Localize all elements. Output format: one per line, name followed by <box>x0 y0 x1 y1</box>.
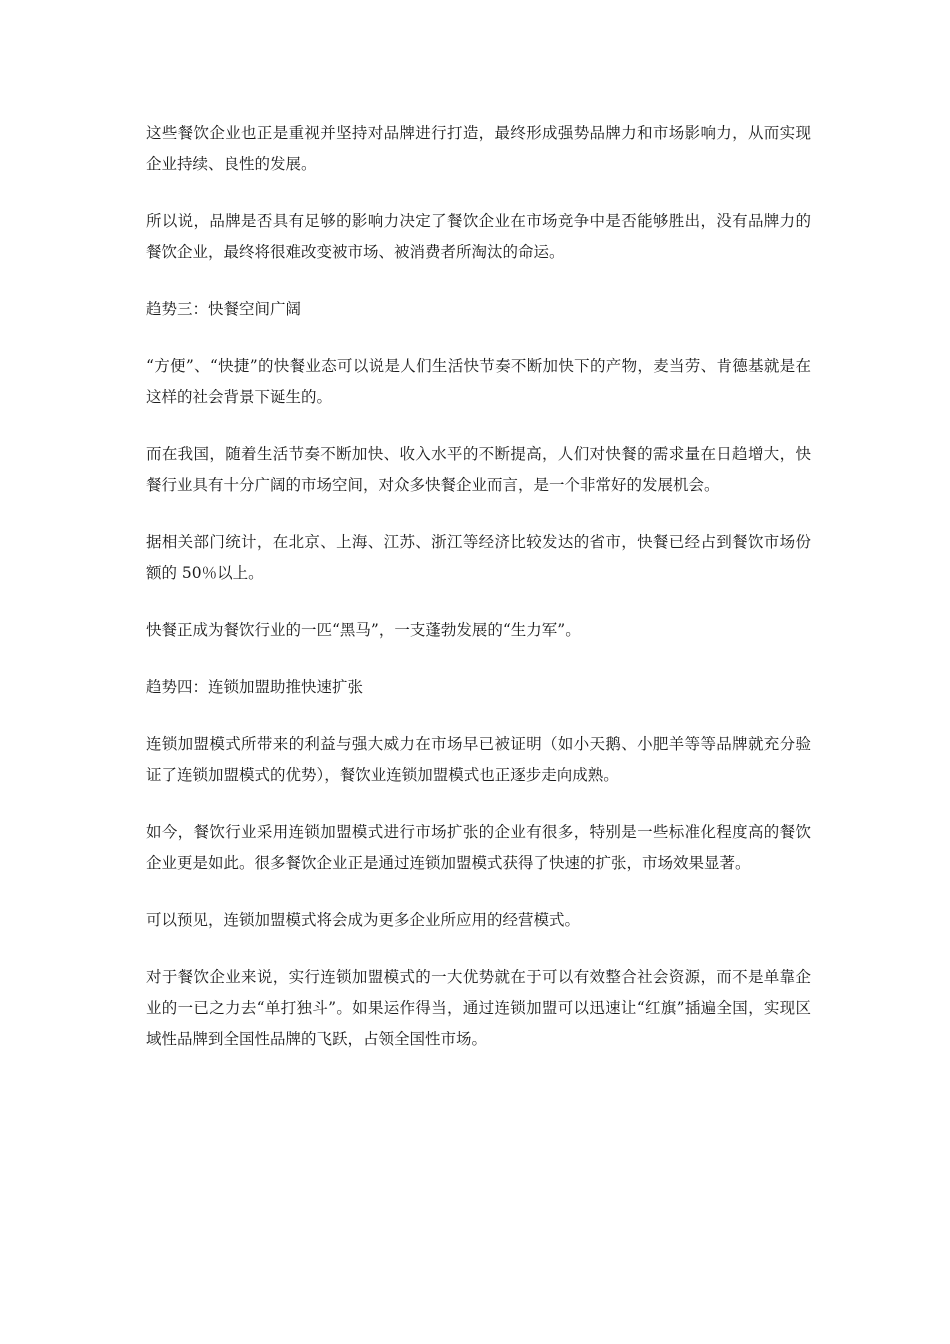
paragraph-10: 对于餐饮企业来说，实行连锁加盟模式的一大优势就在于可以有效整合社会资源，而不是单靠企业的一已之力去“单打独斗”。如果运作得当，通过连锁加盟可以迅速让“红旗”插遍全国，实现区域性品牌到全国性品牌的飞跃，占领全国性市场。 <box>146 968 811 1048</box>
paragraph-8: 如今，餐饮行业采用连锁加盟模式进行市场扩张的企业有很多，特别是一些标准化程度高的餐饮企业更是如此。很多餐饮企业正是通过连锁加盟模式获得了快速的扩张，市场效果显著。 <box>146 823 811 872</box>
paragraph-2: 所以说，品牌是否具有足够的影响力决定了餐饮企业在市场竞争中是否能够胜出，没有品牌力的餐饮企业，最终将很难改变被市场、被消费者所淘汰的命运。 <box>146 212 811 261</box>
paragraph-5: 据相关部门统计，在北京、上海、江苏、浙江等经济比较发达的省市，快餐已经占到餐饮市场份额的 50％以上。 <box>146 533 811 582</box>
paragraph-7: 连锁加盟模式所带来的利益与强大威力在市场早已被证明（如小天鹅、小肥羊等等品牌就充分验证了连锁加盟模式的优势），餐饮业连锁加盟模式也正逐步走向成熟。 <box>146 735 811 784</box>
paragraph-6: 快餐正成为餐饮行业的一匹“黑马”，一支蓬勃发展的“生力军”。 <box>146 621 581 639</box>
paragraph-9: 可以预见，连锁加盟模式将会成为更多企业所应用的经营模式。 <box>146 911 581 929</box>
section-heading-trend-4: 趋势四：连锁加盟助推快速扩张 <box>146 678 364 696</box>
paragraph-4: 而在我国，随着生活节奏不断加快、收入水平的不断提高，人们对快餐的需求量在日趋增大，快餐行业具有十分广阔的市场空间，对众多快餐企业而言，是一个非常好的发展机会。 <box>146 445 811 494</box>
document-body <box>146 118 811 1081</box>
paragraph-3: “方便”、“快捷”的快餐业态可以说是人们生活快节奏不断加快下的产物，麦当劳、肯德基就是在这样的社会背景下诞生的。 <box>146 357 811 406</box>
paragraph-1: 这些餐饮企业也正是重视并坚持对品牌进行打造，最终形成强势品牌力和市场影响力，从而实现企业持续、良性的发展。 <box>146 124 811 173</box>
section-heading-trend-3: 趋势三：快餐空间广阔 <box>146 300 302 318</box>
